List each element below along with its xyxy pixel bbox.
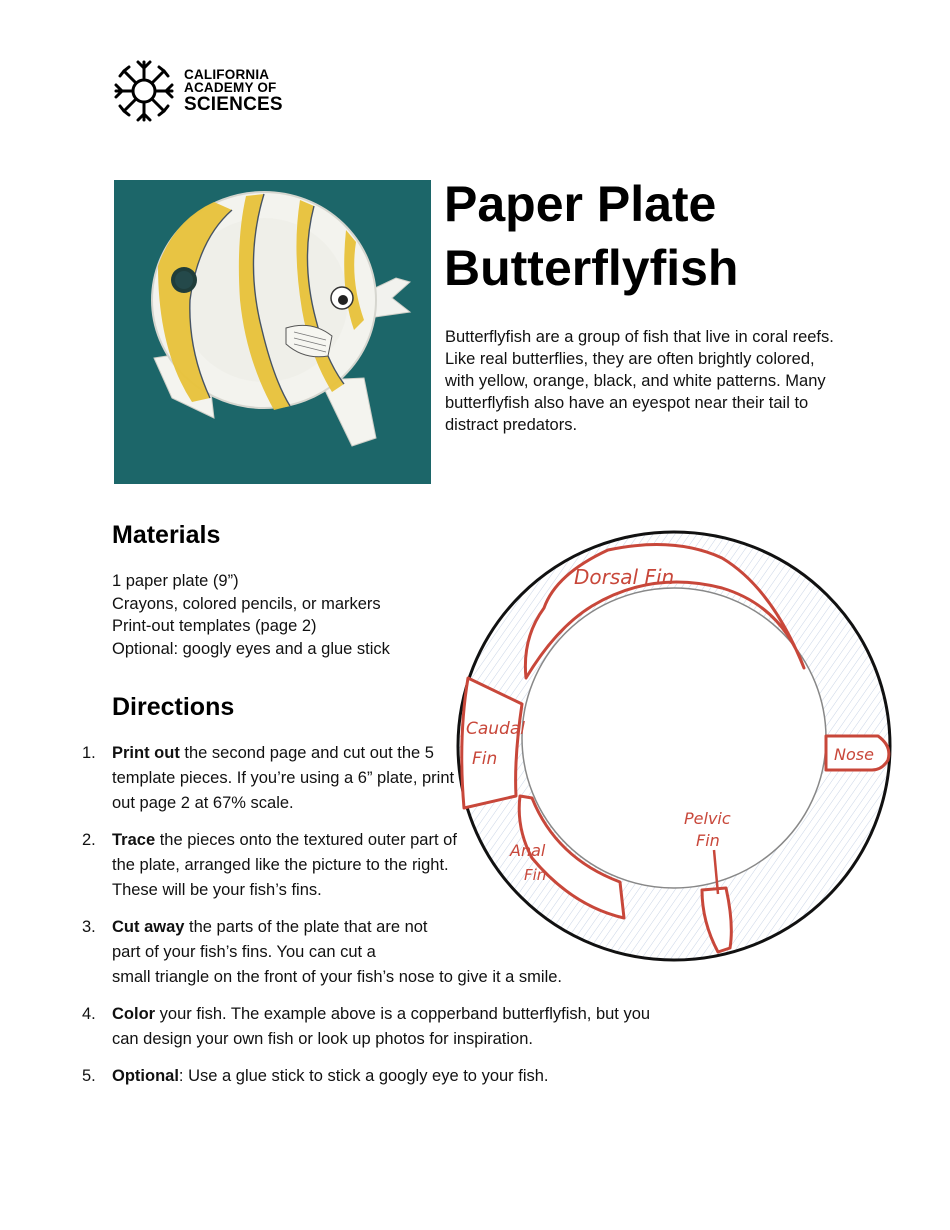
direction-step [82, 828, 464, 903]
step-keyword: Trace [112, 831, 156, 849]
label-anal: Anal [510, 841, 546, 860]
finished-fish-photo [114, 180, 431, 484]
step-text-continued: small triangle on the front of your fish’s nose to give it a smile. [112, 968, 562, 986]
step-number: 2. [82, 831, 96, 849]
direction-step [82, 741, 464, 816]
step-text: : Use a glue stick to stick a googly eye to your fish. [178, 1067, 549, 1085]
direction-step [82, 1002, 652, 1052]
logo [112, 58, 283, 124]
label-pelvic-fin: Fin [696, 831, 720, 850]
step-keyword: Color [112, 1005, 156, 1023]
label-dorsal-fin: Dorsal Fin [574, 565, 675, 589]
materials-item: Print-out templates (page 2) [112, 617, 317, 635]
step-keyword: Optional [112, 1067, 179, 1085]
label-anal-fin: Fin [524, 866, 547, 884]
logo-line-1: CALIFORNIA [184, 66, 270, 82]
step-number: 1. [82, 744, 96, 762]
step-number: 3. [82, 918, 96, 936]
starburst-logo-icon [112, 58, 176, 124]
direction-step [82, 1064, 652, 1089]
materials-item: Crayons, colored pencils, or markers [112, 594, 381, 613]
step-text: the second page and cut out the 5 template pieces. If you’re using a 6” plate, print out page 2 at 67% scale. [112, 744, 455, 812]
plate-inner [522, 588, 826, 888]
intro-paragraph: Butterflyfish are a group of fish that live in coral reefs. Like real butterflies, they are often brightly colored, with yellow, orange, black, and white patterns. Many butterflyfish also have an eyespot near their tail to distract predators. [445, 328, 834, 434]
label-pelvic: Pelvic [684, 809, 731, 828]
step-text: the parts of the plate that are not part of your fish’s fins. You can cut a [112, 918, 428, 961]
materials-heading: Materials [112, 521, 221, 549]
page-title [444, 172, 904, 300]
step-number: 5. [82, 1067, 96, 1085]
materials-list [112, 570, 390, 660]
label-caudal: Caudal [466, 719, 525, 739]
title-line-2: Butterflyfish [444, 240, 739, 296]
materials-item: 1 paper plate (9”) [112, 572, 239, 590]
step-keyword: Print out [112, 744, 180, 762]
label-caudal-fin: Fin [472, 749, 498, 769]
fin-layout-diagram [452, 528, 900, 964]
step-text: the pieces onto the textured outer part of the plate, arranged like the picture to the right. These will be your fish’s fins. [112, 831, 457, 899]
title-line-1: Paper Plate [444, 176, 717, 232]
step-number: 4. [82, 1005, 96, 1023]
logo-line-2: ACADEMY OF [184, 80, 277, 96]
step-text: your fish. The example above is a copperband butterflyfish, but you can design your own fish or look up photos for inspiration. [112, 1005, 651, 1048]
logo-text [184, 68, 283, 115]
logo-line-3: SCIENCES [184, 94, 283, 116]
directions-heading: Directions [112, 693, 235, 721]
step-keyword: Cut away [112, 918, 185, 936]
materials-item: Optional: googly eyes and a glue stick [112, 639, 390, 658]
label-nose: Nose [834, 745, 874, 764]
